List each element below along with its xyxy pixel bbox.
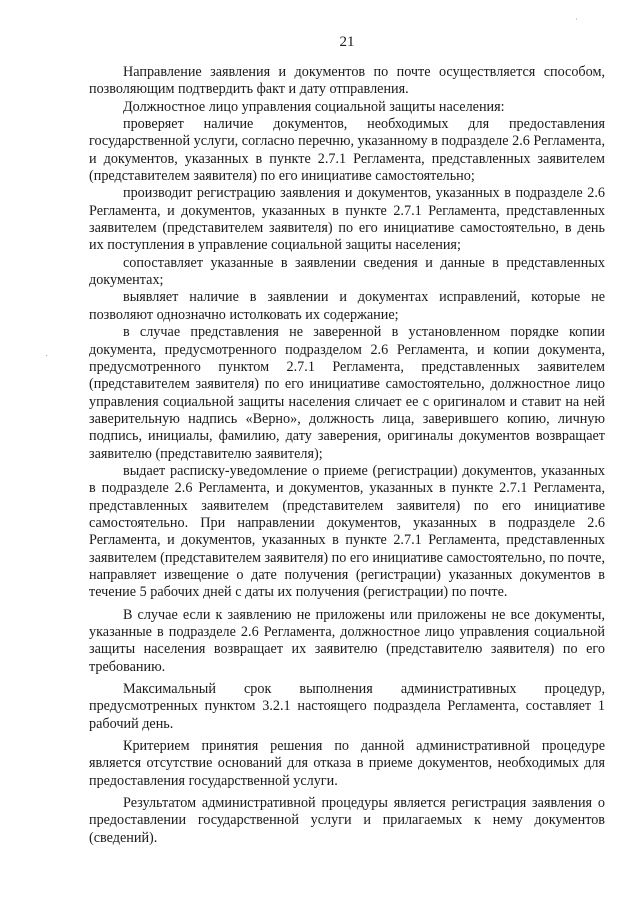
paragraph: выдает расписку-уведомление о приеме (регистрации) документов, указанных в подразделе 2.6 Регламента, и документов, указанных в пункте 2.7.1 Регламента, представленных заявителем (представителем заявителя) по его инициативе самостоятельно. При направлении документов, указанных в подразделе 2.6 Регламента, и документов, указанных в пункте 2.7.1 Регламента, представленных заявителем (представителем заявителя) по его инициативе самостоятельно, по почте, направляет извещение о дате получения (регистрации) указанных документов в течение 5 рабочих дней с даты их получения (регистрации) по почте. bbox=[89, 462, 605, 601]
paragraph: Должностное лицо управления социальной защиты населения: bbox=[123, 98, 505, 115]
paragraph: сопоставляет указанные в заявлении сведения и данные в представленных документах; bbox=[89, 254, 605, 289]
paragraph: в случае представления не заверенной в установленном порядке копии документа, предусмотренного подразделом 2.6 Регламента, и копии документа, предусмотренного пунктом 2.7.1 Регламента, представленных заявителем (представителем заявителя) по его инициативе самостоятельно, должностное лицо управления социальной защиты населения сличает ее с оригиналом и ставит на ней заверительную надпись «Верно», должность лица, заверившего копию, личную подпись, инициалы, фамилию, дату заверения, оригиналы документов возвращает заявителю (представителю заявителя); bbox=[89, 324, 605, 462]
paragraph: Результатом административной процедуры является регистрация заявления о предоставлении государственной услуги и прилагаемых к нему документов (сведений). bbox=[89, 795, 605, 846]
paragraph: Максимальный срок выполнения административных процедур, предусмотренных пунктом 3.2.1 настоящего подраздела Регламента, составляет 1 рабочий день. bbox=[89, 681, 605, 732]
paragraph: В случае если к заявлению не приложены или приложены не все документы, указанные в подразделе 2.6 Регламента, должностное лицо управления социальной защиты населения возвращает их заявителю (представителю заявителя) по его требованию. bbox=[89, 606, 605, 675]
paragraph: проверяет наличие документов, необходимых для предоставления государственной услуги, согласно перечню, указанному в подразделе 2.6 Регламента, и документов, указанных в пункте 2.7.1 Регламента, представленных заявителем (представителем заявителя) по его инициативе самостоятельно; bbox=[89, 116, 605, 185]
paragraph: Критерием принятия решения по данной административной процедуре является отсутствие оснований для отказа в приеме документов, необходимых для предоставления государственной услуги. bbox=[89, 738, 605, 789]
scan-mark: · bbox=[45, 350, 49, 361]
scan-mark: ˈ bbox=[575, 18, 579, 29]
document-body bbox=[89, 64, 605, 847]
paragraph: производит регистрацию заявления и документов, указанных в подразделе 2.6 Регламента, и документов, указанных в пункте 2.7.1 Регламента, представленных заявителем (представителем заявителя) по его инициативе самостоятельно, в день их поступления в управление социальной защиты населения; bbox=[89, 185, 605, 254]
paragraph: Направление заявления и документов по почте осуществляется способом, позволяющим подтвердить факт и дату отправления. bbox=[89, 64, 605, 98]
paragraph: выявляет наличие в заявлении и документах исправлений, которые не позволяют однозначно истолковать их содержание; bbox=[89, 289, 605, 323]
page-number: 21 bbox=[339, 34, 355, 50]
